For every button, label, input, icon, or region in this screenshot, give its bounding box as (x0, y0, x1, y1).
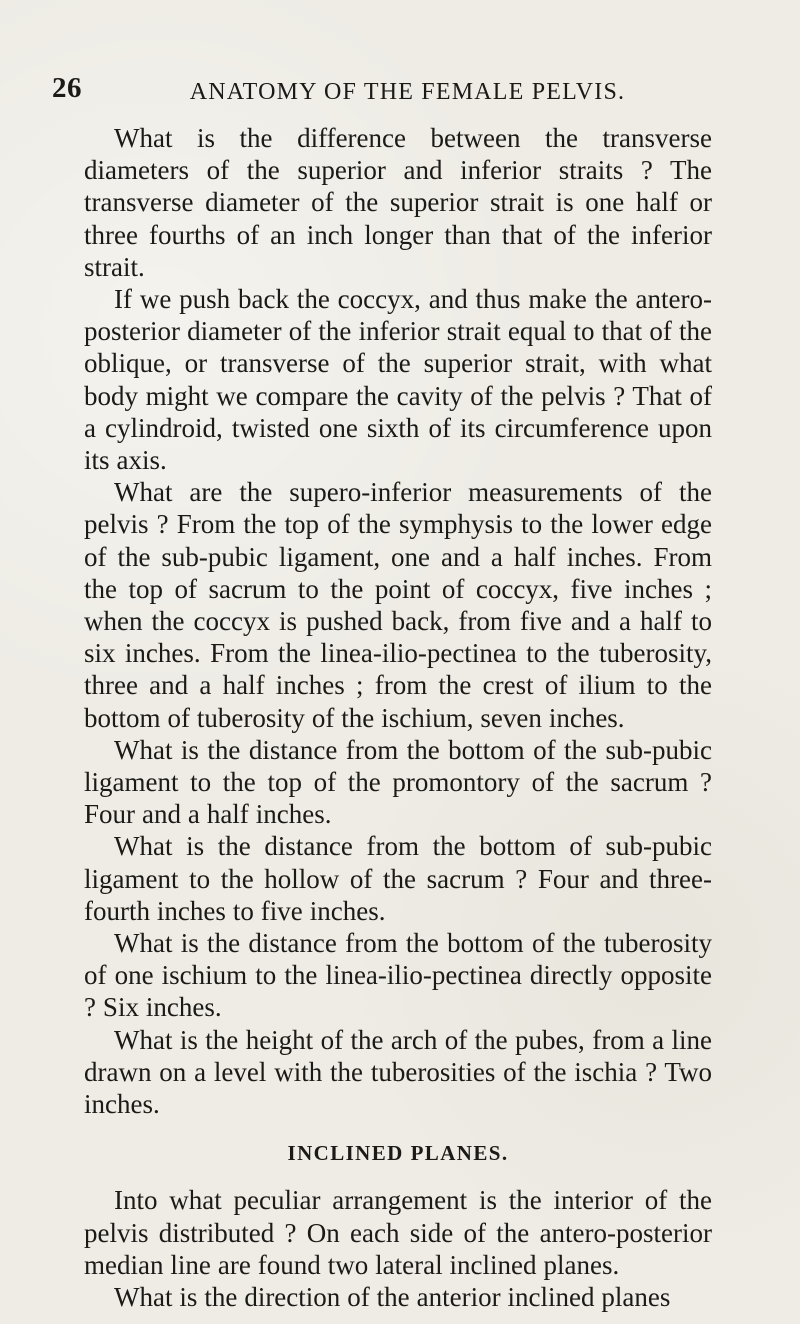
page-text (84, 122, 712, 1313)
paragraph-pubic-arch-height: What is the height of the arch of the pubes, from a line drawn on a level with the tuberosities of the ischia ? Two inches. (84, 1024, 712, 1120)
paragraph-promontory-distance: What is the distance from the bottom of the sub-pubic ligament to the top of the promontory of the sacrum ? Four and a half inches. (84, 734, 712, 830)
paragraph-coccyx-cylindroid: If we push back the coccyx, and thus make the antero-posterior diameter of the inferior strait equal to that of the oblique, or transverse of the superior strait, with what body might we compare the cavity of the pelvis ? That of a cylindroid, twisted one sixth of its circumference upon its axis. (84, 284, 712, 476)
paragraph-sacrum-hollow-distance: What is the distance from the bottom of sub-pubic ligament to the hollow of the sacrum ? Four and three-fourth inches to five inches. (84, 831, 712, 926)
paragraph-inclined-planes-arrangement: Into what peculiar arrangement is the interior of the pelvis distributed ? On each side of the antero-posterior median line are found two lateral inclined planes. (84, 1185, 712, 1280)
page-header (52, 74, 757, 112)
paragraph-supero-inferior-measurements: What are the supero-inferior measurements of the pelvis ? From the top of the symphysis to the lower edge of the sub-pubic ligament, one and a half inches. From the top of sacrum to the point of coccyx, five inches ; when the coccyx is pushed back, from five and a half to six inches. From the linea-ilio-pectinea to the tuberosity, three and a half inches ; from the crest of ilium to the bottom of tuberosity of the ischium, seven inches. (84, 477, 712, 733)
paragraph-anterior-inclined-planes: What is the direction of the anterior inclined planes (114, 1281, 671, 1312)
section-heading-inclined-planes: INCLINED PLANES. (287, 1141, 509, 1166)
paragraph-transverse-diameters: What is the difference between the transverse diameters of the superior and inferior straits ? The transverse diameter of the superior strait is one half or three fourths of an inch longer than that of the inferior strait. (84, 123, 712, 282)
running-title: ANATOMY OF THE FEMALE PELVIS. (189, 79, 626, 105)
paragraph-tuberosity-distance: What is the distance from the bottom of the tuberosity of one ischium to the linea-ilio-pectinea directly opposite ? Six inches. (84, 928, 712, 1023)
page-number: 26 (52, 72, 82, 104)
